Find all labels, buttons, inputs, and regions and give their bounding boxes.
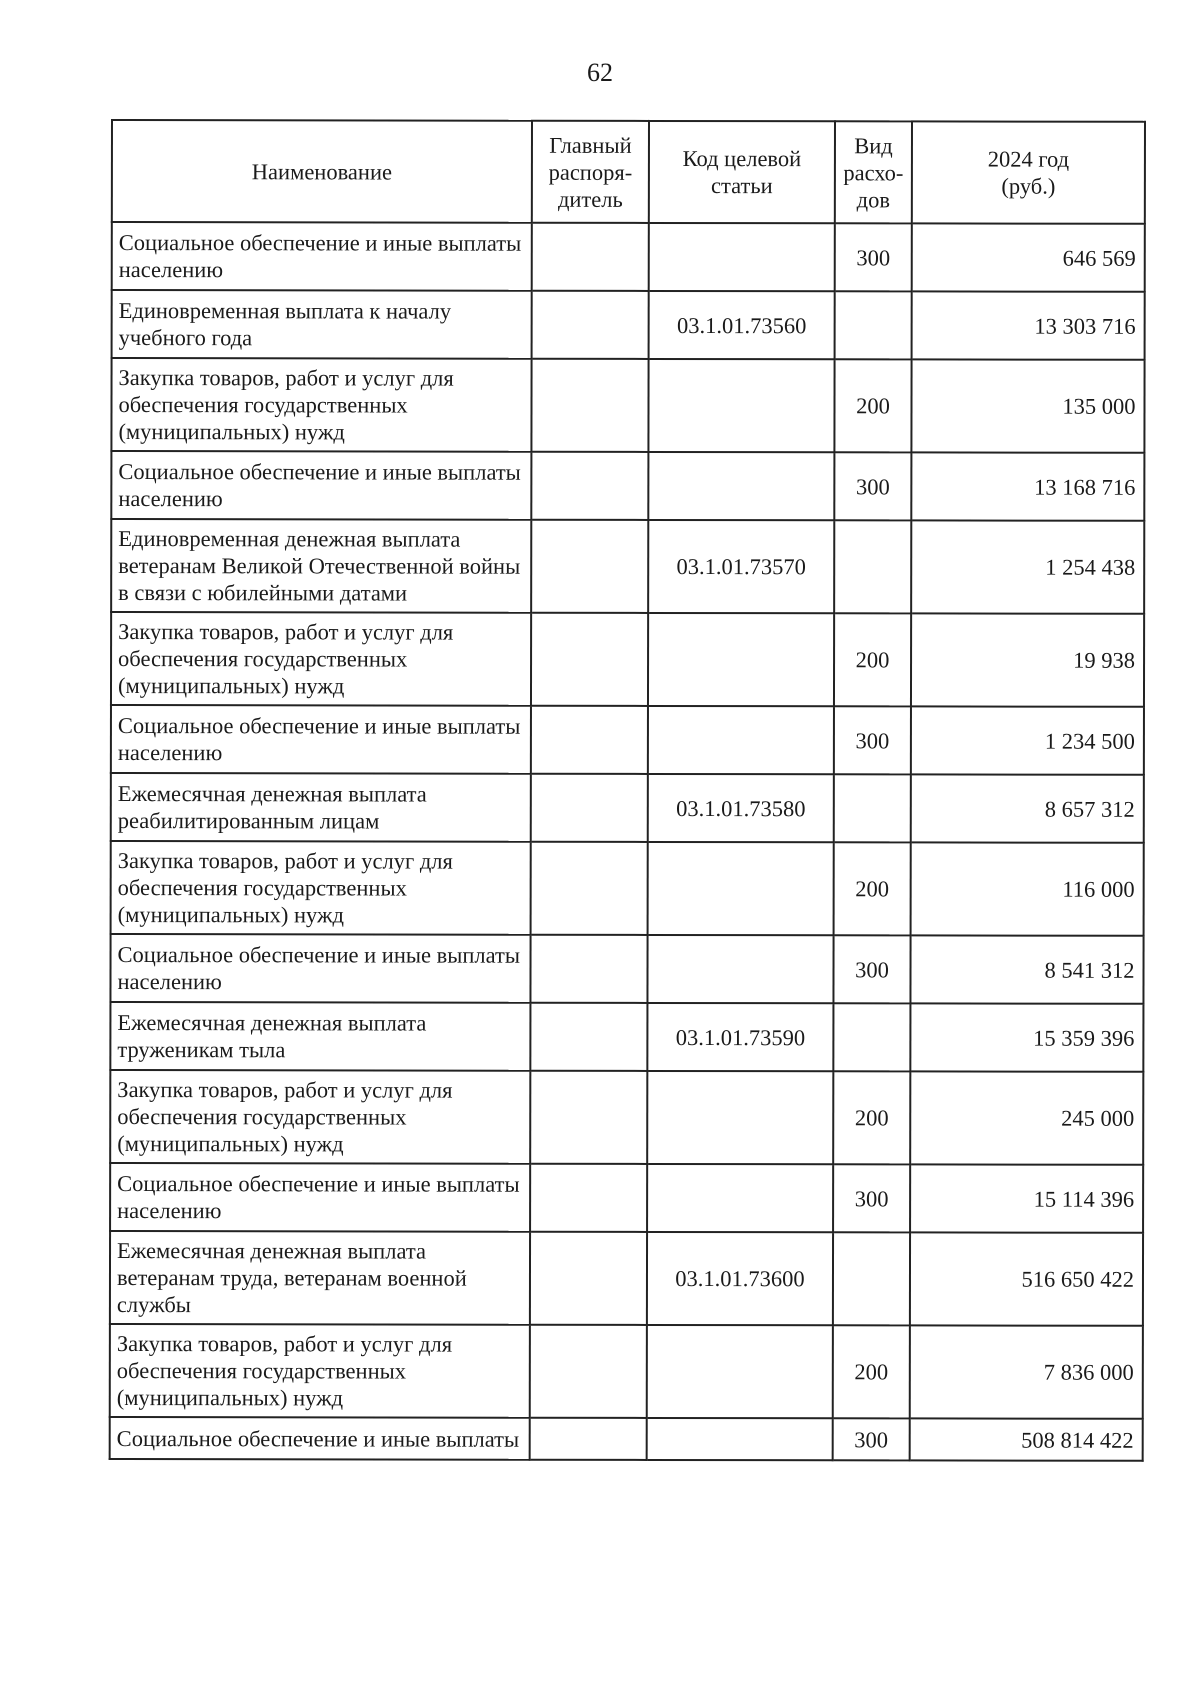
page-number: 62 <box>587 58 613 87</box>
table-row <box>111 519 1144 614</box>
header-main-administrator: Главный распоря- дитель <box>532 121 649 223</box>
cell-expense-type <box>833 1003 910 1071</box>
header-name: Наименование <box>112 120 532 223</box>
cell-name: Социальное обеспечение и иные выплаты населению <box>110 934 530 1003</box>
cell-main-administrator <box>530 1232 647 1325</box>
cell-main-administrator <box>532 291 649 359</box>
table-row <box>110 1417 1143 1461</box>
cell-main-administrator <box>530 1164 647 1232</box>
table-row <box>110 1324 1143 1419</box>
cell-amount: 116 000 <box>911 842 1144 935</box>
cell-amount: 8 657 312 <box>911 774 1144 842</box>
cell-main-administrator <box>532 223 649 291</box>
budget-table-container <box>109 119 1146 1462</box>
table-row <box>111 841 1144 936</box>
cell-main-administrator <box>530 1418 647 1460</box>
cell-expense-type <box>834 520 911 613</box>
header-target-code: Код целевой статьи <box>649 121 835 223</box>
cell-expense-type: 300 <box>835 223 912 291</box>
cell-main-administrator <box>531 359 648 452</box>
cell-amount: 508 814 422 <box>910 1418 1143 1460</box>
cell-amount: 1 234 500 <box>911 706 1144 774</box>
cell-main-administrator <box>531 613 648 706</box>
table-row <box>110 1163 1143 1233</box>
cell-target-code <box>647 1418 833 1460</box>
cell-name: Социальное обеспечение и иные выплаты <box>110 1417 530 1460</box>
table-row <box>110 1002 1143 1072</box>
cell-name: Ежемесячная денежная выплата труженикам тыла <box>110 1002 530 1071</box>
cell-target-code: 03.1.01.73600 <box>647 1232 833 1325</box>
cell-name: Единовременная денежная выплата ветеранам Великой Отечественной войны в связи с юбилейными датами <box>111 519 531 613</box>
cell-target-code <box>648 613 834 706</box>
cell-main-administrator <box>531 520 648 613</box>
cell-expense-type: 300 <box>833 1164 910 1232</box>
cell-expense-type <box>835 291 912 359</box>
cell-target-code <box>647 1164 833 1232</box>
cell-expense-type: 300 <box>834 706 911 774</box>
table-row <box>111 358 1144 453</box>
cell-target-code: 03.1.01.73560 <box>649 291 835 359</box>
budget-table <box>109 119 1146 1462</box>
cell-target-code <box>648 842 834 935</box>
cell-target-code: 03.1.01.73590 <box>647 1003 833 1071</box>
table-row <box>111 612 1144 707</box>
table-row <box>110 1070 1143 1165</box>
cell-expense-type <box>833 1232 910 1325</box>
cell-name: Единовременная выплата к началу учебного года <box>112 290 532 359</box>
cell-expense-type: 200 <box>834 613 911 706</box>
cell-expense-type <box>834 774 911 842</box>
cell-name: Социальное обеспечение и иные выплаты населению <box>111 705 531 774</box>
cell-amount: 516 650 422 <box>910 1232 1143 1325</box>
cell-name: Социальное обеспечение и иные выплаты населению <box>112 222 532 291</box>
cell-amount: 13 168 716 <box>911 452 1144 520</box>
cell-expense-type: 300 <box>833 1418 910 1460</box>
table-row <box>111 773 1144 843</box>
cell-main-administrator <box>531 452 648 520</box>
cell-target-code <box>648 706 834 774</box>
cell-amount: 135 000 <box>911 359 1144 452</box>
table-row <box>111 705 1144 775</box>
cell-amount: 15 359 396 <box>910 1003 1143 1071</box>
cell-amount: 1 254 438 <box>911 520 1144 613</box>
cell-amount: 19 938 <box>911 613 1144 706</box>
table-row <box>112 222 1145 292</box>
cell-amount: 646 569 <box>912 223 1145 291</box>
cell-amount: 15 114 396 <box>910 1164 1143 1232</box>
cell-expense-type: 200 <box>833 1325 910 1418</box>
header-amount-2024: 2024 год (руб.) <box>912 121 1145 223</box>
cell-amount: 13 303 716 <box>912 291 1145 359</box>
cell-target-code <box>648 452 834 520</box>
cell-name: Ежемесячная денежная выплата ветеранам труда, ветеранам военной службы <box>110 1231 530 1325</box>
cell-name: Закупка товаров, работ и услуг для обеспечения государственных (муниципальных) нужд <box>111 612 531 706</box>
cell-amount: 245 000 <box>910 1071 1143 1164</box>
table-row <box>112 290 1145 360</box>
table-row <box>111 451 1144 521</box>
header-expense-type: Вид расхо- дов <box>835 121 912 223</box>
cell-target-code: 03.1.01.73580 <box>648 774 834 842</box>
table-row <box>110 1231 1143 1326</box>
table-row <box>110 934 1143 1004</box>
cell-main-administrator <box>530 1003 647 1071</box>
cell-main-administrator <box>530 1071 647 1164</box>
cell-main-administrator <box>531 842 648 935</box>
cell-target-code <box>648 359 834 452</box>
table-header-row <box>112 120 1145 224</box>
cell-target-code <box>647 1325 833 1418</box>
cell-expense-type: 300 <box>834 452 911 520</box>
cell-target-code <box>647 935 833 1003</box>
cell-amount: 8 541 312 <box>910 935 1143 1003</box>
cell-main-administrator <box>530 1325 647 1418</box>
cell-target-code <box>647 1071 833 1164</box>
cell-name: Закупка товаров, работ и услуг для обеспечения государственных (муниципальных) нужд <box>110 1324 530 1418</box>
cell-target-code <box>649 223 835 291</box>
cell-expense-type: 300 <box>833 935 910 1003</box>
cell-name: Закупка товаров, работ и услуг для обеспечения государственных (муниципальных) нужд <box>111 841 531 935</box>
cell-name: Закупка товаров, работ и услуг для обеспечения государственных (муниципальных) нужд <box>111 358 531 452</box>
cell-expense-type: 200 <box>833 1071 910 1164</box>
cell-target-code: 03.1.01.73570 <box>648 520 834 613</box>
cell-main-administrator <box>530 935 647 1003</box>
cell-name: Социальное обеспечение и иные выплаты населению <box>110 1163 530 1232</box>
cell-main-administrator <box>531 774 648 842</box>
cell-main-administrator <box>531 706 648 774</box>
cell-expense-type: 200 <box>834 842 911 935</box>
cell-amount: 7 836 000 <box>910 1325 1143 1418</box>
cell-name: Закупка товаров, работ и услуг для обеспечения государственных (муниципальных) нужд <box>110 1070 530 1164</box>
cell-name: Социальное обеспечение и иные выплаты населению <box>111 451 531 520</box>
cell-expense-type: 200 <box>834 359 911 452</box>
cell-name: Ежемесячная денежная выплата реабилитированным лицам <box>111 773 531 842</box>
table-body <box>110 222 1145 1461</box>
